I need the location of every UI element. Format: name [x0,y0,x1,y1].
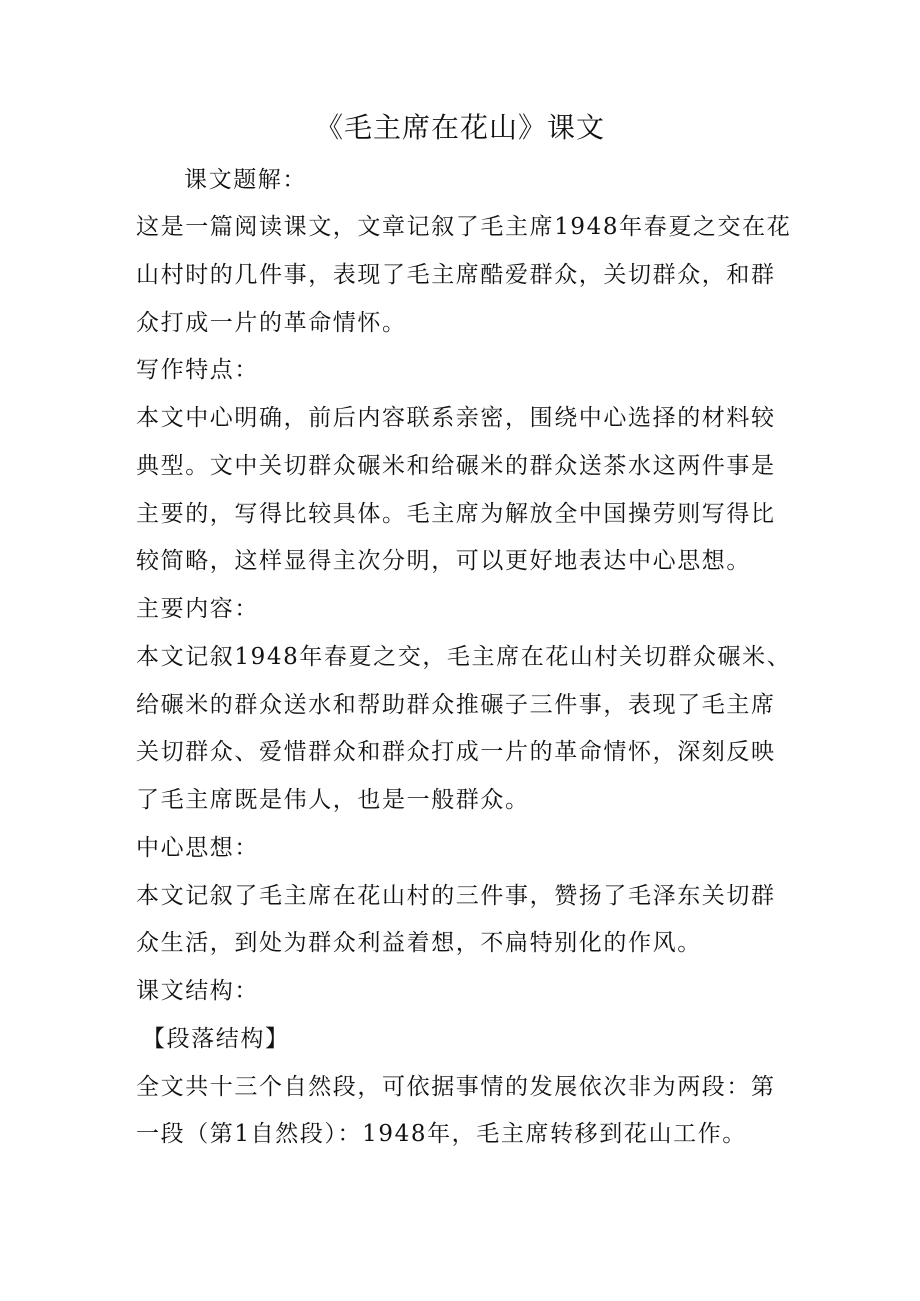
paragraph-line: 一段（第1自然段）：1948年，毛主席转移到花山工作。 [136,1121,747,1147]
section-heading-structure: 课文结构： [136,978,259,1004]
section-heading-features: 写作特点： [136,357,259,383]
paragraph-line: 本文记叙1948年春夏之交，毛主席在花山村关切群众碾米、 [136,644,792,670]
paragraph-line: 全文共十三个自然段，可依据事情的发展依次非为两段：第 [136,1074,776,1100]
paragraph-line: 本文记叙了毛主席在花山村的三件事，赞扬了毛泽东关切群 [136,883,776,909]
paragraph-line: 关切群众、爱惜群众和群众打成一片的革命情怀，深刻反映 [136,739,776,765]
paragraph-line: 主要的，写得比较具体。毛主席为解放全中国操劳则写得比 [136,501,776,527]
paragraph-line: 众生活，到处为群众利益着想，不扁特别化的作风。 [136,930,702,956]
paragraph-line: 这是一篇阅读课文，文章记叙了毛主席1948年春夏之交在花 [136,214,792,240]
paragraph-line: 了毛主席既是伟人，也是一般群众。 [136,787,530,813]
paragraph-line: 较简略，这样显得主次分明，可以更好地表达中心思想。 [136,548,751,574]
section-heading-theme: 中心思想： [136,835,259,861]
document-title: 《毛主席在花山》课文 [314,111,605,144]
section-heading-explanation: 课文题解： [184,167,307,193]
paragraph-line: 给碾米的群众送水和帮助群众推碾子三件事，表现了毛主席 [136,692,776,718]
subsection-heading-paragraph-structure: 【段落结构】 [142,1026,290,1052]
paragraph-line: 本文中心明确，前后内容联系亲密，围绕中心选择的材料较 [136,405,776,431]
paragraph-line: 众打成一片的革命情怀。 [136,310,407,336]
paragraph-line: 山村时的几件事，表现了毛主席酷爱群众，关切群众，和群 [136,262,776,288]
section-heading-content: 主要内容： [136,596,259,622]
paragraph-line: 典型。文中关切群众碾米和给碾米的群众送茶水这两件事是 [136,453,776,479]
